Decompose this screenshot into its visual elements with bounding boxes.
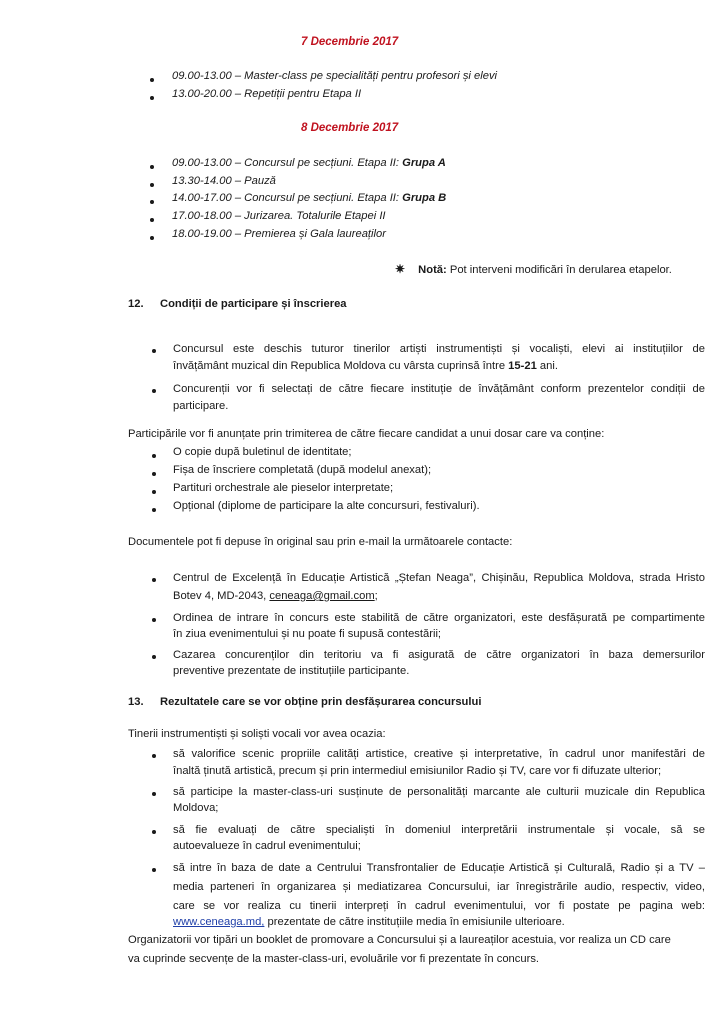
contacts-intro: Documentele pot fi depuse în original sau prin e-mail la următoarele contacte: bbox=[128, 536, 513, 548]
schedule-item: 17.00-18.00 – Jurizarea. Totalurile Etapei II bbox=[172, 210, 386, 222]
bullet-icon bbox=[152, 490, 156, 494]
website-link[interactable]: www.ceneaga.md, bbox=[173, 916, 265, 928]
paragraph-line: media parteneri în organizarea și mediatizarea Concursului, iar înregistrările audio, respectiv, video, bbox=[173, 881, 705, 893]
schedule-date-day1: 7 Decembrie 2017 bbox=[301, 36, 399, 48]
bullet-icon bbox=[152, 792, 156, 796]
bullet-icon bbox=[150, 78, 154, 82]
email-link[interactable]: ceneaga@gmail.com bbox=[269, 590, 375, 602]
bullet-icon bbox=[150, 236, 154, 240]
dossier-item: Fișa de înscriere completată (după modelul anexat); bbox=[173, 464, 432, 476]
paragraph-line: să participe la master-class-uri susținute de personalități marcante ale culturii muzicale din Republica bbox=[173, 786, 705, 798]
closing-line: Organizatorii vor tipări un booklet de promovare a Concursului și a laureaților acestuia, vor realiza un CD care bbox=[128, 934, 671, 946]
paragraph-line: www.ceneaga.md, prezentate de către instituțiile media în emisiunile ulterioare. bbox=[173, 916, 565, 928]
note: ✷ Notă: Pot interveni modificări în derularea etapelor. bbox=[395, 262, 672, 276]
bullet-icon bbox=[152, 868, 156, 872]
paragraph-line: participare. bbox=[173, 400, 229, 412]
paragraph-line: să fie evaluați de către specialiști în domeniul interpretării instrumentale și vocale, să se bbox=[173, 824, 705, 836]
bullet-icon bbox=[152, 454, 156, 458]
bullet-icon bbox=[152, 508, 156, 512]
bullet-icon bbox=[152, 754, 156, 758]
schedule-item: 09.00-13.00 – Concursul pe secțiuni. Etapa II: Grupa A bbox=[172, 157, 446, 169]
section-title-12: Condiții de participare și înscrierea bbox=[160, 298, 347, 310]
schedule-item: 09.00-13.00 – Master-class pe specialități pentru profesori și elevi bbox=[172, 70, 498, 82]
dossier-item: Partituri orchestrale ale pieselor interpretate; bbox=[173, 482, 394, 494]
dossier-intro: Participările vor fi anunțate prin trimiterea de către fiecare candidat a unui dosar care va conține: bbox=[128, 428, 605, 440]
bullet-icon bbox=[152, 830, 156, 834]
asterisk-icon: ✷ bbox=[395, 262, 406, 276]
paragraph-line: Concurenții vor fi selectați de către fiecare instituție de învățământ conform prezentelor condiții de bbox=[173, 383, 705, 395]
dossier-item: O copie după buletinul de identitate; bbox=[173, 446, 352, 458]
paragraph-line: Botev 4, MD-2043, ceneaga@gmail.com; bbox=[173, 590, 378, 602]
bullet-icon bbox=[152, 578, 156, 582]
paragraph-line: să valorifice scenic propriile calități artistice, creative și interpretative, în cadrul unor manifestări de bbox=[173, 748, 705, 760]
schedule-item: 13.00-20.00 – Repetiții pentru Etapa II bbox=[172, 88, 362, 100]
paragraph-line: Centrul de Excelență în Educație Artistică „Ștefan Neaga”, Chișinău, Republica Moldova, strada Hristo bbox=[173, 572, 705, 584]
bullet-icon bbox=[150, 218, 154, 222]
paragraph-line: Concursul este deschis tuturor tinerilor artiști instrumentiști și vocaliști, elevi ai instituțiilor de bbox=[173, 343, 705, 355]
schedule-item: 14.00-17.00 – Concursul pe secțiuni. Etapa II: Grupa B bbox=[172, 192, 447, 204]
paragraph-line: Ordinea de intrare în concurs este stabilită de către organizatori, este desfășurată pe compartimente bbox=[173, 612, 705, 624]
dossier-item: Opțional (diplome de participare la alte concursuri, festivaluri). bbox=[173, 500, 480, 512]
paragraph-line: autoevalueze în cadrul evenimentului; bbox=[173, 840, 361, 852]
paragraph-line: preventive prezentate de instituțiile participante. bbox=[173, 665, 410, 677]
bullet-icon bbox=[150, 96, 154, 100]
paragraph-line: să intre în baza de date a Centrului Transfrontalier de Educație Artistică și Culturală, Radio și a TV – bbox=[173, 862, 705, 874]
bullet-icon bbox=[152, 472, 156, 476]
schedule-item: 13.30-14.00 – Pauză bbox=[172, 175, 276, 187]
bullet-icon bbox=[150, 165, 154, 169]
bullet-icon bbox=[152, 389, 156, 393]
section-title-13: Rezultatele care se vor obține prin desfășurarea concursului bbox=[160, 696, 482, 708]
section-number-13: 13. bbox=[128, 696, 144, 708]
closing-line: va cuprinde secvențe de la master-class-uri, evoluările vor fi prezentate în concurs. bbox=[128, 953, 540, 965]
paragraph-line: Moldova; bbox=[173, 802, 219, 814]
schedule-date-day2: 8 Decembrie 2017 bbox=[301, 122, 399, 134]
paragraph-line: înaltă ținută artistică, precum și prin intermediul emisiunilor Radio și TV, care vor fi difuzate ulterior; bbox=[173, 765, 662, 777]
section-number-12: 12. bbox=[128, 298, 144, 310]
paragraph-line: care se vor realiza cu tinerii interpreți în cadrul evenimentului, vor fi postate pe pagina web: bbox=[173, 900, 705, 912]
bullet-icon bbox=[150, 200, 154, 204]
paragraph-line: învățământ muzical din Republica Moldova cu vârsta cuprinsă între 15-21 ani. bbox=[173, 360, 558, 372]
schedule-item: 18.00-19.00 – Premierea și Gala laureaților bbox=[172, 228, 386, 240]
paragraph-line: în ziua evenimentului și nu poate fi supusă contestării; bbox=[173, 628, 442, 640]
paragraph-line: Cazarea concurenților din teritoriu va fi asigurată de către organizatori în baza demersurilor bbox=[173, 649, 705, 661]
bullet-icon bbox=[152, 618, 156, 622]
section13-intro: Tinerii instrumentiști și soliști vocali vor avea ocazia: bbox=[128, 728, 386, 740]
bullet-icon bbox=[152, 349, 156, 353]
bullet-icon bbox=[150, 183, 154, 187]
bullet-icon bbox=[152, 655, 156, 659]
